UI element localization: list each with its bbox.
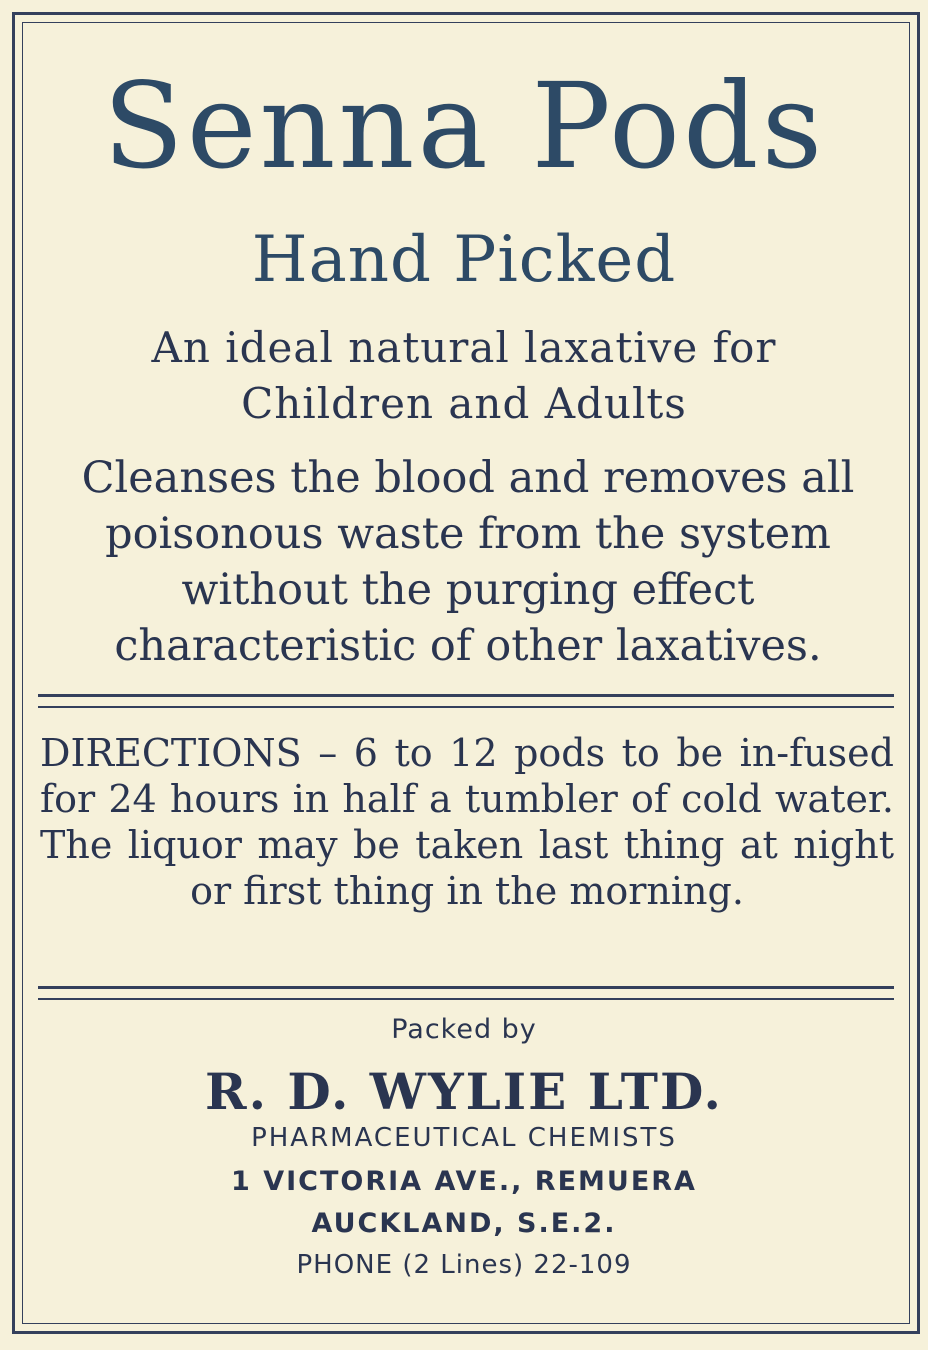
divider-upper [38,694,894,708]
divider-lower [38,986,894,1000]
phone-number: PHONE (2 Lines) 22-109 [296,1250,632,1280]
packed-by: Packed by [391,1014,537,1045]
company-name: R. D. WYLIE LTD. [205,1062,723,1121]
product-subtitle: Hand Picked [251,223,677,297]
street-address: 1 VICTORIA AVE., REMUERA [231,1166,697,1197]
cleanses-line-3: without the purging effect [181,565,755,615]
cleanses-line-1: Cleanses the blood and removes all [81,453,855,503]
cleanses-line-4: characteristic of other laxatives. [114,621,822,671]
company-type: PHARMACEUTICAL CHEMISTS [251,1123,677,1153]
cleanses-statement [36,450,900,674]
product-title: Senna Pods [102,57,826,195]
cleanses-line-2: poisonous waste from the system [105,509,831,559]
directions-text: DIRECTIONS – 6 to 12 pods to be in-fused for 24 hours in half a tumbler of cold water. The liquor may be taken last thing at night or first thing in the morning. [40,731,894,913]
ideal-statement [40,320,888,432]
ideal-line-1: An ideal natural laxative for [151,323,777,372]
ideal-line-2: Children and Adults [241,379,687,428]
city-address: AUCKLAND, S.E.2. [311,1208,617,1239]
